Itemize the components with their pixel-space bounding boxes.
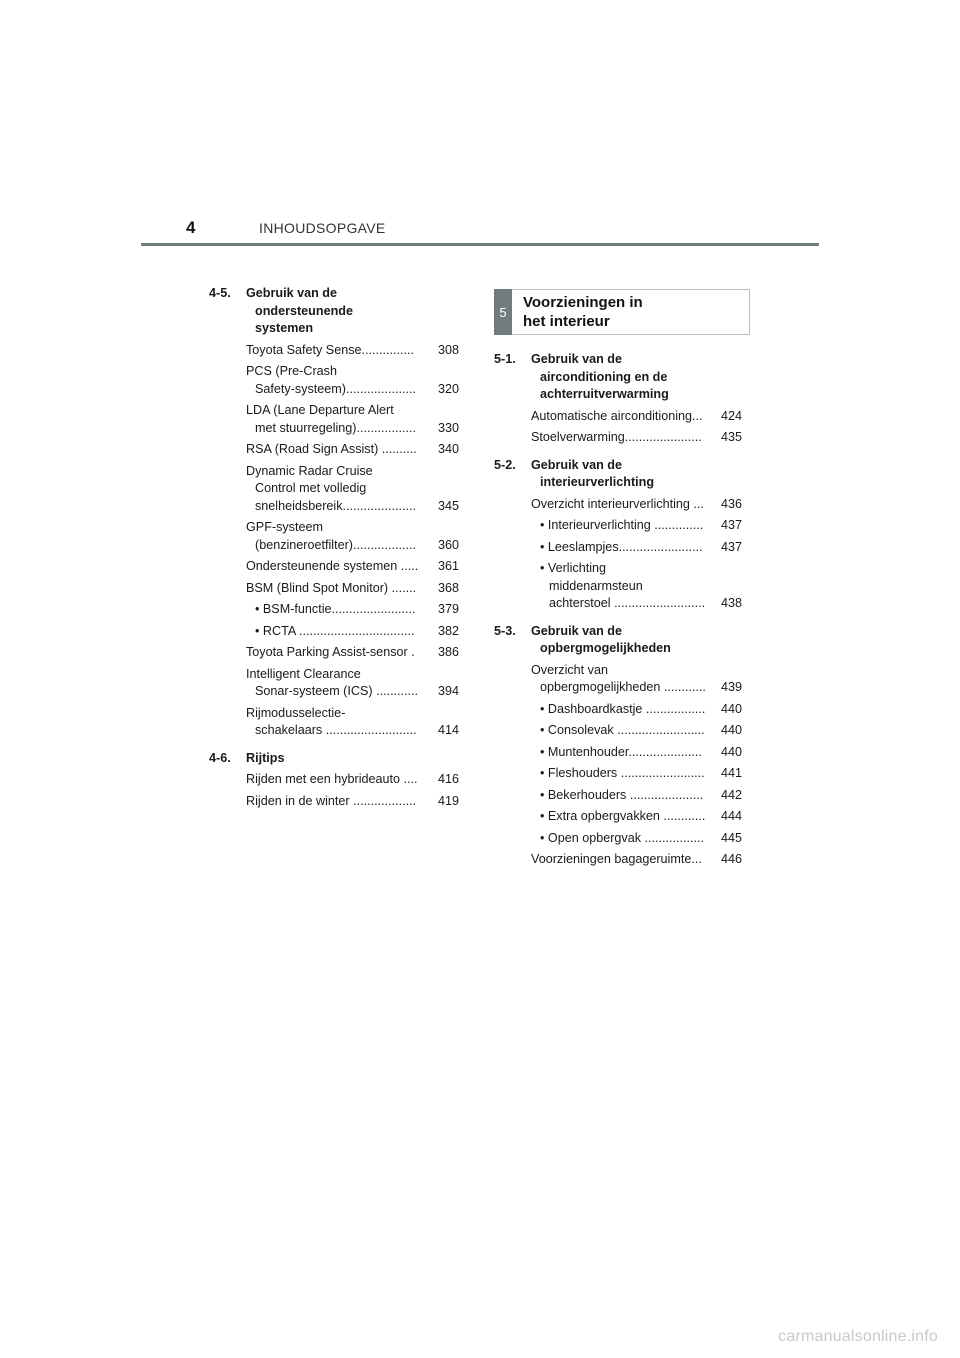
toc-entry[interactable]: [531, 517, 742, 535]
toc-entry-line: Rijmodusselectie-: [246, 705, 346, 720]
toc-entry[interactable]: [531, 539, 742, 557]
toc-entry[interactable]: [246, 601, 459, 619]
toc-page-number: 308: [437, 342, 459, 357]
toc-page-number: 444: [720, 809, 742, 823]
toc-section: [209, 750, 459, 811]
section-title-line: Gebruik van de: [531, 623, 622, 638]
toc-entry-line: Dynamic Radar Cruise: [246, 463, 373, 478]
toc-entry-line: Overzicht interieurverlichting ...: [531, 496, 704, 511]
section-title: [531, 351, 742, 404]
toc-entry-title: [531, 851, 718, 869]
toc-entry-line: BSM (Blind Spot Monitor) .......: [246, 580, 417, 595]
section-title: [531, 623, 742, 658]
toc-page-number: 386: [437, 645, 459, 659]
toc-entry-line: achterstoel ..........................: [549, 596, 706, 610]
toc-page-number: 414: [437, 723, 459, 737]
toc-page-number: 436: [720, 496, 742, 511]
toc-entry-title: [531, 765, 718, 783]
toc-page-number: 379: [437, 602, 459, 616]
toc-entry-line: Control met volledig: [255, 481, 367, 495]
toc-entry-title: [246, 623, 435, 641]
section-title: [246, 285, 459, 338]
toc-entry-line: • Verlichting: [540, 561, 607, 575]
toc-entry-line: Safety-systeem)....................: [255, 381, 416, 396]
section-title-line: achterruitverwarming: [540, 387, 669, 401]
toc-entry[interactable]: [246, 644, 459, 662]
toc-entry-line: opbergmogelijkheden ............: [540, 680, 706, 694]
toc-page-number: 340: [437, 442, 459, 456]
section-number: 4-5.: [209, 286, 231, 300]
toc-page-number: 438: [720, 596, 742, 610]
toc-entry-title: [246, 601, 435, 619]
toc-entry[interactable]: [246, 623, 459, 641]
toc-entry-title: [246, 342, 435, 360]
toc-entry-line: • BSM-functie........................: [255, 602, 416, 616]
toc-page-number: 437: [720, 518, 742, 532]
toc-entry[interactable]: [531, 744, 742, 762]
toc-entry-line: LDA (Lane Departure Alert: [246, 403, 394, 417]
toc-entry-line: Intelligent Clearance: [246, 666, 361, 681]
toc-entry-list: [531, 662, 742, 869]
chapter-title-line: het interieur: [523, 313, 610, 330]
toc-entry-title: [531, 539, 718, 557]
toc-entry-title: [246, 580, 435, 598]
toc-entry-line: • Consolevak .........................: [540, 723, 705, 737]
toc-entry[interactable]: [246, 402, 459, 437]
toc-entry-title: [531, 701, 718, 719]
toc-entry-line: PCS (Pre-Crash: [246, 364, 337, 378]
chapter-heading: [494, 289, 750, 335]
toc-page-number: 394: [437, 684, 459, 698]
toc-entry-line: • Fleshouders ........................: [540, 766, 705, 780]
toc-entry-line: GPF-systeem: [246, 520, 323, 534]
toc-entry[interactable]: [531, 722, 742, 740]
toc-entry[interactable]: [531, 765, 742, 783]
toc-page-number: 441: [720, 766, 742, 780]
section-heading: [209, 285, 459, 338]
toc-entry[interactable]: [531, 560, 742, 613]
toc-entry-title: [246, 519, 435, 554]
toc-entry[interactable]: [531, 662, 742, 697]
section-number: 5-3.: [494, 623, 516, 638]
toc-entry-title: [531, 787, 718, 805]
toc-entry[interactable]: [246, 793, 459, 811]
toc-entry-title: [246, 441, 435, 459]
toc-page-number: 446: [720, 852, 742, 866]
toc-entry-title: [531, 517, 718, 535]
chapter-title: [523, 293, 643, 331]
toc-page-number: 320: [437, 381, 459, 396]
toc-page-number: 440: [720, 701, 742, 716]
toc-entry-title: [531, 808, 718, 826]
toc-entry-list: [531, 496, 742, 613]
section-title-line: Gebruik van de: [531, 457, 622, 472]
toc-section: [494, 457, 742, 613]
toc-entry-line: RSA (Road Sign Assist) ..........: [246, 442, 417, 456]
toc-page-number: 442: [720, 787, 742, 802]
toc-entry-line: Rijden met een hybrideauto ....: [246, 772, 418, 786]
chapter-tab: 5: [494, 289, 512, 335]
toc-entry-title: [531, 722, 718, 740]
toc-page-number: 439: [720, 680, 742, 694]
section-heading: [494, 623, 742, 658]
chapter-title-line: Voorzieningen in: [523, 294, 643, 311]
section-title-line: Rijtips: [246, 750, 285, 765]
toc-entry-line: Ondersteunende systemen .....: [246, 559, 419, 573]
toc-entry-line: Toyota Safety Sense...............: [246, 342, 414, 357]
toc-entry-line: • Open opbergvak .................: [540, 830, 705, 845]
section-number: 4-6.: [209, 750, 231, 765]
toc-entry-line: • RCTA .................................: [255, 623, 415, 638]
toc-entry-line: Overzicht van: [531, 662, 608, 677]
toc-entry[interactable]: [246, 558, 459, 576]
toc-entry-title: [531, 662, 718, 697]
toc-entry-title: [246, 644, 435, 662]
toc-entry-line: Voorzieningen bagageruimte...: [531, 852, 702, 866]
toc-entry-line: Stoelverwarming......................: [531, 430, 702, 444]
toc-entry-title: [531, 560, 718, 613]
section-title: [246, 750, 459, 768]
toc-entry-title: [531, 496, 718, 514]
toc-entry-title: [246, 705, 435, 740]
toc-entry-title: [246, 363, 435, 398]
section-title-line: opbergmogelijkheden: [540, 641, 671, 655]
toc-entry-line: middenarmsteun: [549, 578, 643, 593]
toc-entry[interactable]: [531, 429, 742, 447]
section-heading: [494, 351, 742, 404]
toc-section: [494, 623, 742, 869]
toc-entry[interactable]: [246, 342, 459, 360]
toc-entry[interactable]: [246, 771, 459, 789]
toc-page-number: 440: [720, 723, 742, 737]
toc-entry-line: met stuurregeling).................: [255, 420, 416, 435]
toc-entry-line: • Interieurverlichting ..............: [540, 518, 704, 532]
toc-page-number: 435: [720, 430, 742, 444]
toc-page-number: 419: [437, 793, 459, 808]
toc-entry[interactable]: [246, 580, 459, 598]
toc-left-column: [209, 285, 459, 814]
toc-entry[interactable]: [246, 666, 459, 701]
toc-page-number: 424: [720, 408, 742, 423]
toc-page-number: 445: [720, 830, 742, 845]
section-title-line: Gebruik van de: [246, 286, 337, 300]
toc-page-number: 416: [437, 772, 459, 786]
toc-entry-line: • Bekerhouders .....................: [540, 787, 704, 802]
toc-entry[interactable]: [246, 705, 459, 740]
toc-entry-title: [246, 771, 435, 789]
toc-entry[interactable]: [531, 808, 742, 826]
toc-entry-line: (benzineroetfilter)..................: [255, 537, 416, 552]
toc-entry-line: snelheidsbereik.....................: [255, 498, 416, 513]
header-rule: [141, 243, 819, 246]
toc-entry-title: [246, 402, 435, 437]
toc-page-number: 382: [437, 623, 459, 638]
section-heading: [494, 457, 742, 492]
toc-entry[interactable]: [531, 787, 742, 805]
toc-entry-list: [531, 408, 742, 447]
toc-page-number: 437: [720, 539, 742, 554]
toc-entry-title: [246, 463, 435, 516]
toc-entry-list: [246, 342, 459, 740]
toc-entry-line: schakelaars ..........................: [255, 723, 417, 737]
toc-entry-title: [246, 793, 435, 811]
toc-entry-title: [246, 666, 435, 701]
toc-entry-line: • Leeslampjes........................: [540, 539, 703, 554]
toc-page-number: 345: [437, 498, 459, 513]
page-number: 4: [186, 218, 196, 237]
section-title: [531, 457, 742, 492]
toc-entry-line: • Dashboardkastje .................: [540, 701, 706, 716]
section-title-line: systemen: [255, 321, 314, 335]
watermark: carmanualsonline.info: [778, 1328, 938, 1345]
toc-entry-title: [246, 558, 435, 576]
section-number: 5-1.: [494, 352, 516, 366]
toc-entry[interactable]: [246, 463, 459, 516]
toc-entry[interactable]: [246, 441, 459, 459]
toc-page-number: 330: [437, 420, 459, 435]
toc-entry-title: [531, 830, 718, 848]
section-title-line: ondersteunende: [255, 303, 353, 318]
toc-entry[interactable]: [531, 701, 742, 719]
page-header-title: INHOUDSOPGAVE: [259, 220, 386, 236]
toc-entry[interactable]: [531, 851, 742, 869]
toc-page-number: 360: [437, 537, 459, 552]
toc-page-number: 440: [720, 744, 742, 759]
toc-entry[interactable]: [246, 363, 459, 398]
section-title-line: airconditioning en de: [540, 369, 668, 384]
toc-entry[interactable]: [531, 408, 742, 426]
section-heading: [209, 750, 459, 768]
toc-page-number: 361: [437, 559, 459, 573]
section-number: 5-2.: [494, 457, 516, 472]
toc-entry-title: [531, 408, 718, 426]
toc-section: [209, 285, 459, 740]
section-title-line: Gebruik van de: [531, 352, 622, 366]
toc-entry-title: [531, 744, 718, 762]
toc-entry[interactable]: [531, 830, 742, 848]
toc-entry-line: Rijden in de winter ..................: [246, 793, 417, 808]
toc-entry-list: [246, 771, 459, 810]
section-title-line: interieurverlichting: [540, 475, 655, 489]
toc-entry[interactable]: [246, 519, 459, 554]
toc-page-number: 368: [437, 580, 459, 595]
toc-entry-line: Automatische airconditioning...: [531, 408, 703, 423]
toc-entry-line: Sonar-systeem (ICS) ............: [255, 684, 419, 698]
toc-right-column: [494, 351, 742, 873]
toc-entry[interactable]: [531, 496, 742, 514]
toc-entry-line: • Muntenhouder.....................: [540, 744, 702, 759]
toc-entry-title: [531, 429, 718, 447]
toc-entry-line: Toyota Parking Assist-sensor .: [246, 645, 415, 659]
toc-entry-line: • Extra opbergvakken ............: [540, 809, 706, 823]
toc-section: [494, 351, 742, 447]
